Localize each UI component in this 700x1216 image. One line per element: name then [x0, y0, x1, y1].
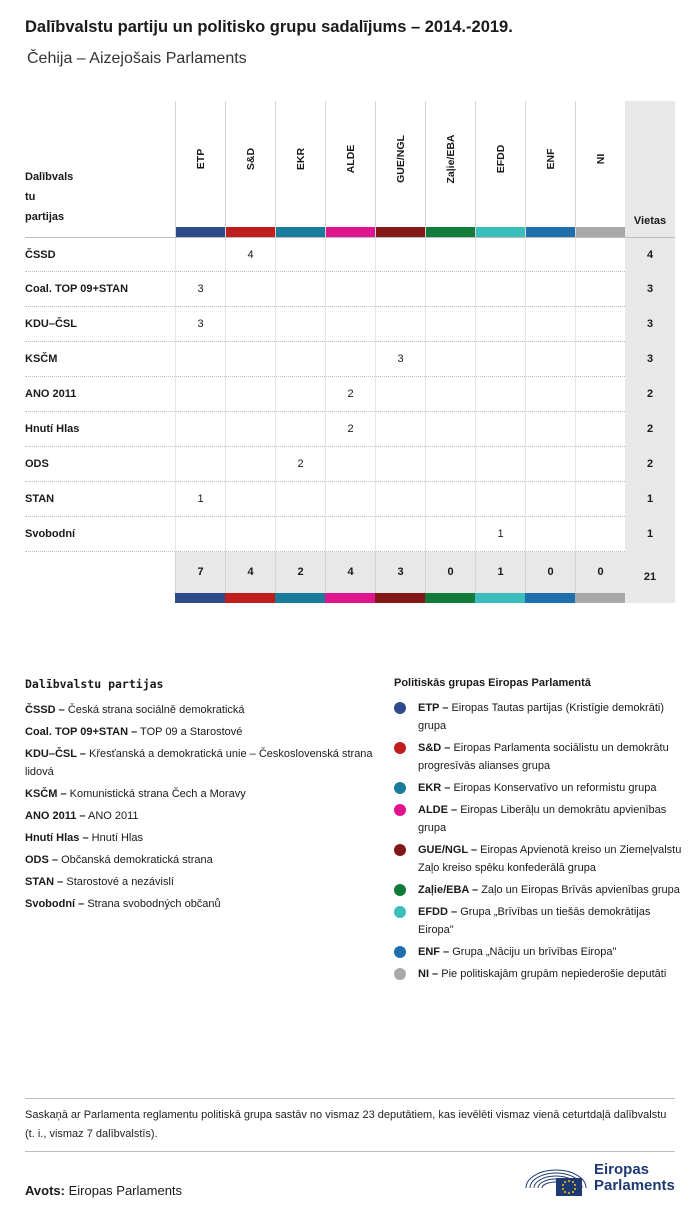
group-name: EFDD: [494, 144, 507, 174]
seat-cell: [175, 447, 225, 482]
group-full-name: Grupa „Nāciju un brīvības Eiropa": [452, 946, 617, 958]
group-color-bar: [175, 593, 225, 603]
seat-cell: [375, 482, 425, 517]
party-header-line: tu: [25, 191, 36, 203]
table-row: [25, 517, 675, 552]
seat-cell: 2: [275, 447, 325, 482]
group-total: 4: [325, 552, 375, 593]
seat-cell: [275, 377, 325, 412]
party-full-name: Občanská demokratická strana: [61, 854, 213, 866]
group-name: NI: [594, 153, 607, 165]
group-color-bar: [325, 593, 375, 603]
divider: [25, 1151, 675, 1152]
seat-cell: [525, 272, 575, 307]
seat-cell: 3: [175, 272, 225, 307]
source-line: [25, 1183, 182, 1198]
seat-cell: [225, 272, 275, 307]
group-abbr: NI –: [418, 968, 439, 980]
seat-cell: [225, 342, 275, 377]
seat-cell: [325, 447, 375, 482]
group-total: 7: [175, 552, 225, 593]
group-abbr: EFDD –: [418, 906, 458, 918]
seat-cell: [275, 342, 325, 377]
group-abbr: ETP –: [418, 702, 449, 714]
group-full-name: Eiropas Parlamenta sociālistu un demokrātu progresīvās alianses grupa: [418, 742, 669, 772]
divider: [25, 1098, 675, 1099]
party-seat-total: 3: [625, 342, 675, 377]
party-name: KSČM: [25, 353, 58, 365]
group-abbr: Zaļie/EBA –: [418, 884, 479, 896]
group-name: S&D: [244, 147, 257, 171]
seat-cell: [575, 412, 625, 447]
party-full-name: Hnutí Hlas: [91, 832, 143, 844]
party-name: Hnutí Hlas: [25, 423, 80, 435]
party-abbr: STAN –: [25, 876, 64, 888]
group-abbr: EKR –: [418, 782, 451, 794]
seat-cell: [325, 307, 375, 342]
group-column-header: [525, 101, 575, 237]
source-label: Avots:: [25, 1183, 65, 1198]
table-row: [25, 307, 675, 342]
group-color-bar: [425, 593, 475, 603]
seat-cell: [225, 377, 275, 412]
seat-cell: [175, 377, 225, 412]
page-subtitle: Čehija – Aizejošais Parlaments: [27, 50, 247, 67]
group-total: 0: [525, 552, 575, 593]
table-row: [25, 272, 675, 307]
seat-cell: [375, 238, 425, 273]
party-legend-item: [25, 701, 375, 719]
group-total: 3: [375, 552, 425, 593]
seat-cell: [175, 517, 225, 552]
seat-cell: [575, 307, 625, 342]
group-color-bar: [525, 593, 575, 603]
party-name: ANO 2011: [25, 388, 77, 400]
group-legend-item: [394, 699, 684, 735]
party-legend-item: [25, 745, 375, 781]
group-legend-title: Politiskās grupas Eiropas Parlamentā: [394, 677, 591, 689]
group-color-dot-icon: [394, 804, 406, 816]
group-total: 1: [475, 552, 525, 593]
group-color-bar: [225, 593, 275, 603]
party-legend-item: [25, 829, 375, 847]
group-column-header: [225, 101, 275, 237]
seat-cell: [275, 307, 325, 342]
seat-cell: [375, 412, 425, 447]
party-seat-total: 4: [625, 238, 675, 273]
group-legend-item: [394, 943, 684, 961]
group-full-name: Eiropas Tautas partijas (Kristīgie demokrāti) grupa: [418, 702, 664, 732]
party-full-name: TOP 09 a Starostové: [140, 726, 243, 738]
group-color-bar: [276, 227, 325, 237]
seat-cell: [525, 238, 575, 273]
party-abbr: ODS –: [25, 854, 59, 866]
seat-cell: [375, 517, 425, 552]
group-full-name: Grupa „Brīvības un tiešās demokrātijas Eiropa": [418, 906, 651, 936]
group-column-header: [325, 101, 375, 237]
party-legend-item: [25, 785, 375, 803]
party-name: Coal. TOP 09+STAN: [25, 283, 129, 295]
group-color-bar: [526, 227, 575, 237]
party-seat-total: 1: [625, 482, 675, 517]
party-full-name: Komunistická strana Čech a Moravy: [69, 788, 246, 800]
party-full-name: Strana svobodných občanů: [87, 898, 221, 910]
seat-cell: [425, 482, 475, 517]
group-color-dot-icon: [394, 742, 406, 754]
seat-cell: [475, 307, 525, 342]
party-name: STAN: [25, 493, 55, 505]
group-legend: [394, 677, 684, 987]
seat-cell: [225, 307, 275, 342]
group-legend-item: [394, 739, 684, 775]
seat-cell: [275, 482, 325, 517]
seat-cell: [525, 412, 575, 447]
totals-row: [25, 552, 675, 603]
group-legend-item: [394, 801, 684, 837]
logo-line: Parlaments: [594, 1177, 675, 1194]
party-abbr: KDU–ČSL –: [25, 748, 86, 760]
group-color-bar: [275, 593, 325, 603]
seat-cell: [325, 517, 375, 552]
party-abbr: Coal. TOP 09+STAN –: [25, 726, 138, 738]
seat-cell: [425, 412, 475, 447]
seat-cell: [575, 377, 625, 412]
group-name: GUE/NGL: [394, 135, 407, 183]
group-abbr: ALDE –: [418, 804, 458, 816]
party-header-line: Dalībvals: [25, 171, 74, 183]
seat-cell: [375, 307, 425, 342]
seat-cell: 3: [175, 307, 225, 342]
seat-cell: [425, 238, 475, 273]
table-row: [25, 342, 675, 377]
group-full-name: Eiropas Liberāļu un demokrātu apvienības grupa: [418, 804, 667, 834]
seat-cell: [375, 272, 425, 307]
party-legend-item: [25, 807, 375, 825]
seat-cell: [275, 272, 325, 307]
seat-cell: 3: [375, 342, 425, 377]
party-full-name: Česká strana sociálně demokratická: [67, 704, 245, 716]
group-color-bar: [226, 227, 275, 237]
party-full-name: Starostové a nezávislí: [66, 876, 174, 888]
seat-distribution-table: [25, 101, 675, 603]
seat-cell: [475, 447, 525, 482]
total-seats: 21: [625, 552, 675, 603]
seat-cell: [475, 482, 525, 517]
party-seat-total: 2: [625, 447, 675, 482]
seat-cell: [575, 238, 625, 273]
source-value: Eiropas Parlaments: [68, 1183, 183, 1198]
group-legend-item: [394, 881, 684, 899]
seat-cell: [575, 272, 625, 307]
seat-cell: [175, 412, 225, 447]
seat-cell: [525, 482, 575, 517]
party-full-name: Křesťanská a demokratická unie – Československá strana lidová: [25, 748, 373, 778]
group-column-header: [575, 101, 625, 237]
table-row: [25, 377, 675, 412]
party-column-header: [25, 167, 85, 227]
seat-cell: [525, 377, 575, 412]
european-parliament-logo: [522, 1160, 682, 1200]
group-color-bar: [426, 227, 475, 237]
party-legend-item: [25, 895, 375, 913]
seat-cell: [425, 447, 475, 482]
group-column-header: [275, 101, 325, 237]
seat-cell: [325, 272, 375, 307]
seat-cell: [275, 517, 325, 552]
group-full-name: Zaļo un Eiropas Brīvās apvienības grupa: [481, 884, 680, 896]
group-color-bar: [576, 227, 625, 237]
seat-cell: [325, 482, 375, 517]
logo-text: [594, 1162, 675, 1194]
group-color-dot-icon: [394, 884, 406, 896]
party-legend-title: Dalībvalstu partijas: [25, 677, 164, 691]
party-seat-total: 1: [625, 517, 675, 552]
seat-cell: [275, 238, 325, 273]
party-name: ČSSD: [25, 249, 56, 261]
seat-cell: 4: [225, 238, 275, 273]
party-seat-total: 2: [625, 412, 675, 447]
seat-cell: [575, 517, 625, 552]
group-color-bar: [376, 227, 425, 237]
party-full-name: ANO 2011: [88, 810, 139, 822]
party-seat-total: 3: [625, 272, 675, 307]
group-abbr: GUE/NGL –: [418, 844, 478, 856]
party-header-line: partijas: [25, 211, 65, 223]
seat-cell: [275, 412, 325, 447]
seat-cell: [575, 447, 625, 482]
group-name: Zaļie/EBA: [444, 134, 457, 184]
group-legend-item: [394, 841, 684, 877]
party-name: ODS: [25, 458, 49, 470]
footnote: Saskaņā ar Parlamenta reglamentu politiskā grupa sastāv no vismaz 23 deputātiem, kas ievēlēti vismaz vienā ceturtdaļā dalībvalstu (t. i., vismaz 7 dalībvalstīs).: [25, 1109, 667, 1140]
party-abbr: Svobodní –: [25, 898, 85, 910]
party-legend: [25, 677, 375, 917]
group-color-dot-icon: [394, 782, 406, 794]
group-color-dot-icon: [394, 702, 406, 714]
seat-cell: [575, 482, 625, 517]
seat-cell: [525, 517, 575, 552]
group-color-dot-icon: [394, 968, 406, 980]
group-column-header: [475, 101, 525, 237]
group-full-name: Eiropas Konservatīvo un reformistu grupa: [453, 782, 657, 794]
group-abbr: ENF –: [418, 946, 450, 958]
party-name: KDU–ČSL: [25, 318, 77, 330]
seat-cell: [525, 342, 575, 377]
party-legend-item: [25, 723, 375, 741]
group-column-header: [175, 101, 225, 237]
party-seat-total: 2: [625, 377, 675, 412]
seat-cell: [325, 238, 375, 273]
party-name: Svobodní: [25, 528, 76, 540]
seat-cell: [475, 412, 525, 447]
group-color-bar: [375, 593, 425, 603]
seat-cell: [225, 412, 275, 447]
group-legend-item: [394, 779, 684, 797]
seat-cell: [425, 307, 475, 342]
seat-cell: [425, 377, 475, 412]
seat-cell: [425, 517, 475, 552]
group-color-bar: [176, 227, 225, 237]
group-color-bar: [575, 593, 625, 603]
seat-cell: [175, 238, 225, 273]
group-legend-item: [394, 965, 684, 983]
seat-cell: [425, 272, 475, 307]
group-column-header: [425, 101, 475, 237]
seat-cell: 1: [475, 517, 525, 552]
table-header: [25, 101, 675, 237]
group-color-dot-icon: [394, 946, 406, 958]
group-color-bar: [326, 227, 375, 237]
seat-cell: 2: [325, 377, 375, 412]
party-abbr: ČSSD –: [25, 704, 65, 716]
group-name: EKR: [294, 147, 307, 171]
party-abbr: Hnutí Hlas –: [25, 832, 89, 844]
group-legend-item: [394, 903, 684, 939]
seat-cell: [475, 238, 525, 273]
seat-cell: [175, 342, 225, 377]
group-name: ENF: [544, 148, 557, 170]
seat-cell: [375, 377, 425, 412]
seat-cell: [375, 447, 425, 482]
european-parliament-logo-icon: [522, 1160, 592, 1200]
party-abbr: ANO 2011 –: [25, 810, 86, 822]
seat-cell: [225, 517, 275, 552]
group-full-name: Pie politiskajām grupām nepiederošie deputāti: [441, 968, 667, 980]
seats-column-header: [625, 101, 675, 237]
table-row: [25, 447, 675, 482]
table-row: [25, 237, 675, 272]
party-legend-item: [25, 873, 375, 891]
seat-cell: [475, 272, 525, 307]
group-color-dot-icon: [394, 906, 406, 918]
logo-line: Eiropas: [594, 1161, 650, 1178]
table-row: [25, 482, 675, 517]
group-color-dot-icon: [394, 844, 406, 856]
group-full-name: Eiropas Apvienotā kreiso un Ziemeļvalstu Zaļo kreiso spēku konfederālā grupa: [418, 844, 682, 874]
group-total: 2: [275, 552, 325, 593]
seat-cell: [525, 447, 575, 482]
seat-cell: [225, 447, 275, 482]
seats-header-label: Vietas: [633, 215, 667, 227]
seat-cell: [325, 342, 375, 377]
party-legend-item: [25, 851, 375, 869]
party-seat-total: 3: [625, 307, 675, 342]
group-total: 0: [425, 552, 475, 593]
page-title: Dalībvalstu partiju un politisko grupu sadalījums – 2014.-2019.: [25, 18, 513, 36]
group-abbr: S&D –: [418, 742, 451, 754]
seat-cell: [525, 307, 575, 342]
seat-cell: 2: [325, 412, 375, 447]
group-total: 4: [225, 552, 275, 593]
group-total: 0: [575, 552, 625, 593]
party-abbr: KSČM –: [25, 788, 67, 800]
seat-cell: [475, 377, 525, 412]
table-body: [25, 237, 675, 552]
seat-cell: [425, 342, 475, 377]
seat-cell: [225, 482, 275, 517]
seat-cell: 1: [175, 482, 225, 517]
seat-cell: [575, 342, 625, 377]
group-name: ETP: [194, 148, 207, 170]
group-column-header: [375, 101, 425, 237]
group-color-bar: [476, 227, 525, 237]
group-color-bar: [475, 593, 525, 603]
table-row: [25, 412, 675, 447]
seat-cell: [475, 342, 525, 377]
group-name: ALDE: [344, 144, 357, 174]
